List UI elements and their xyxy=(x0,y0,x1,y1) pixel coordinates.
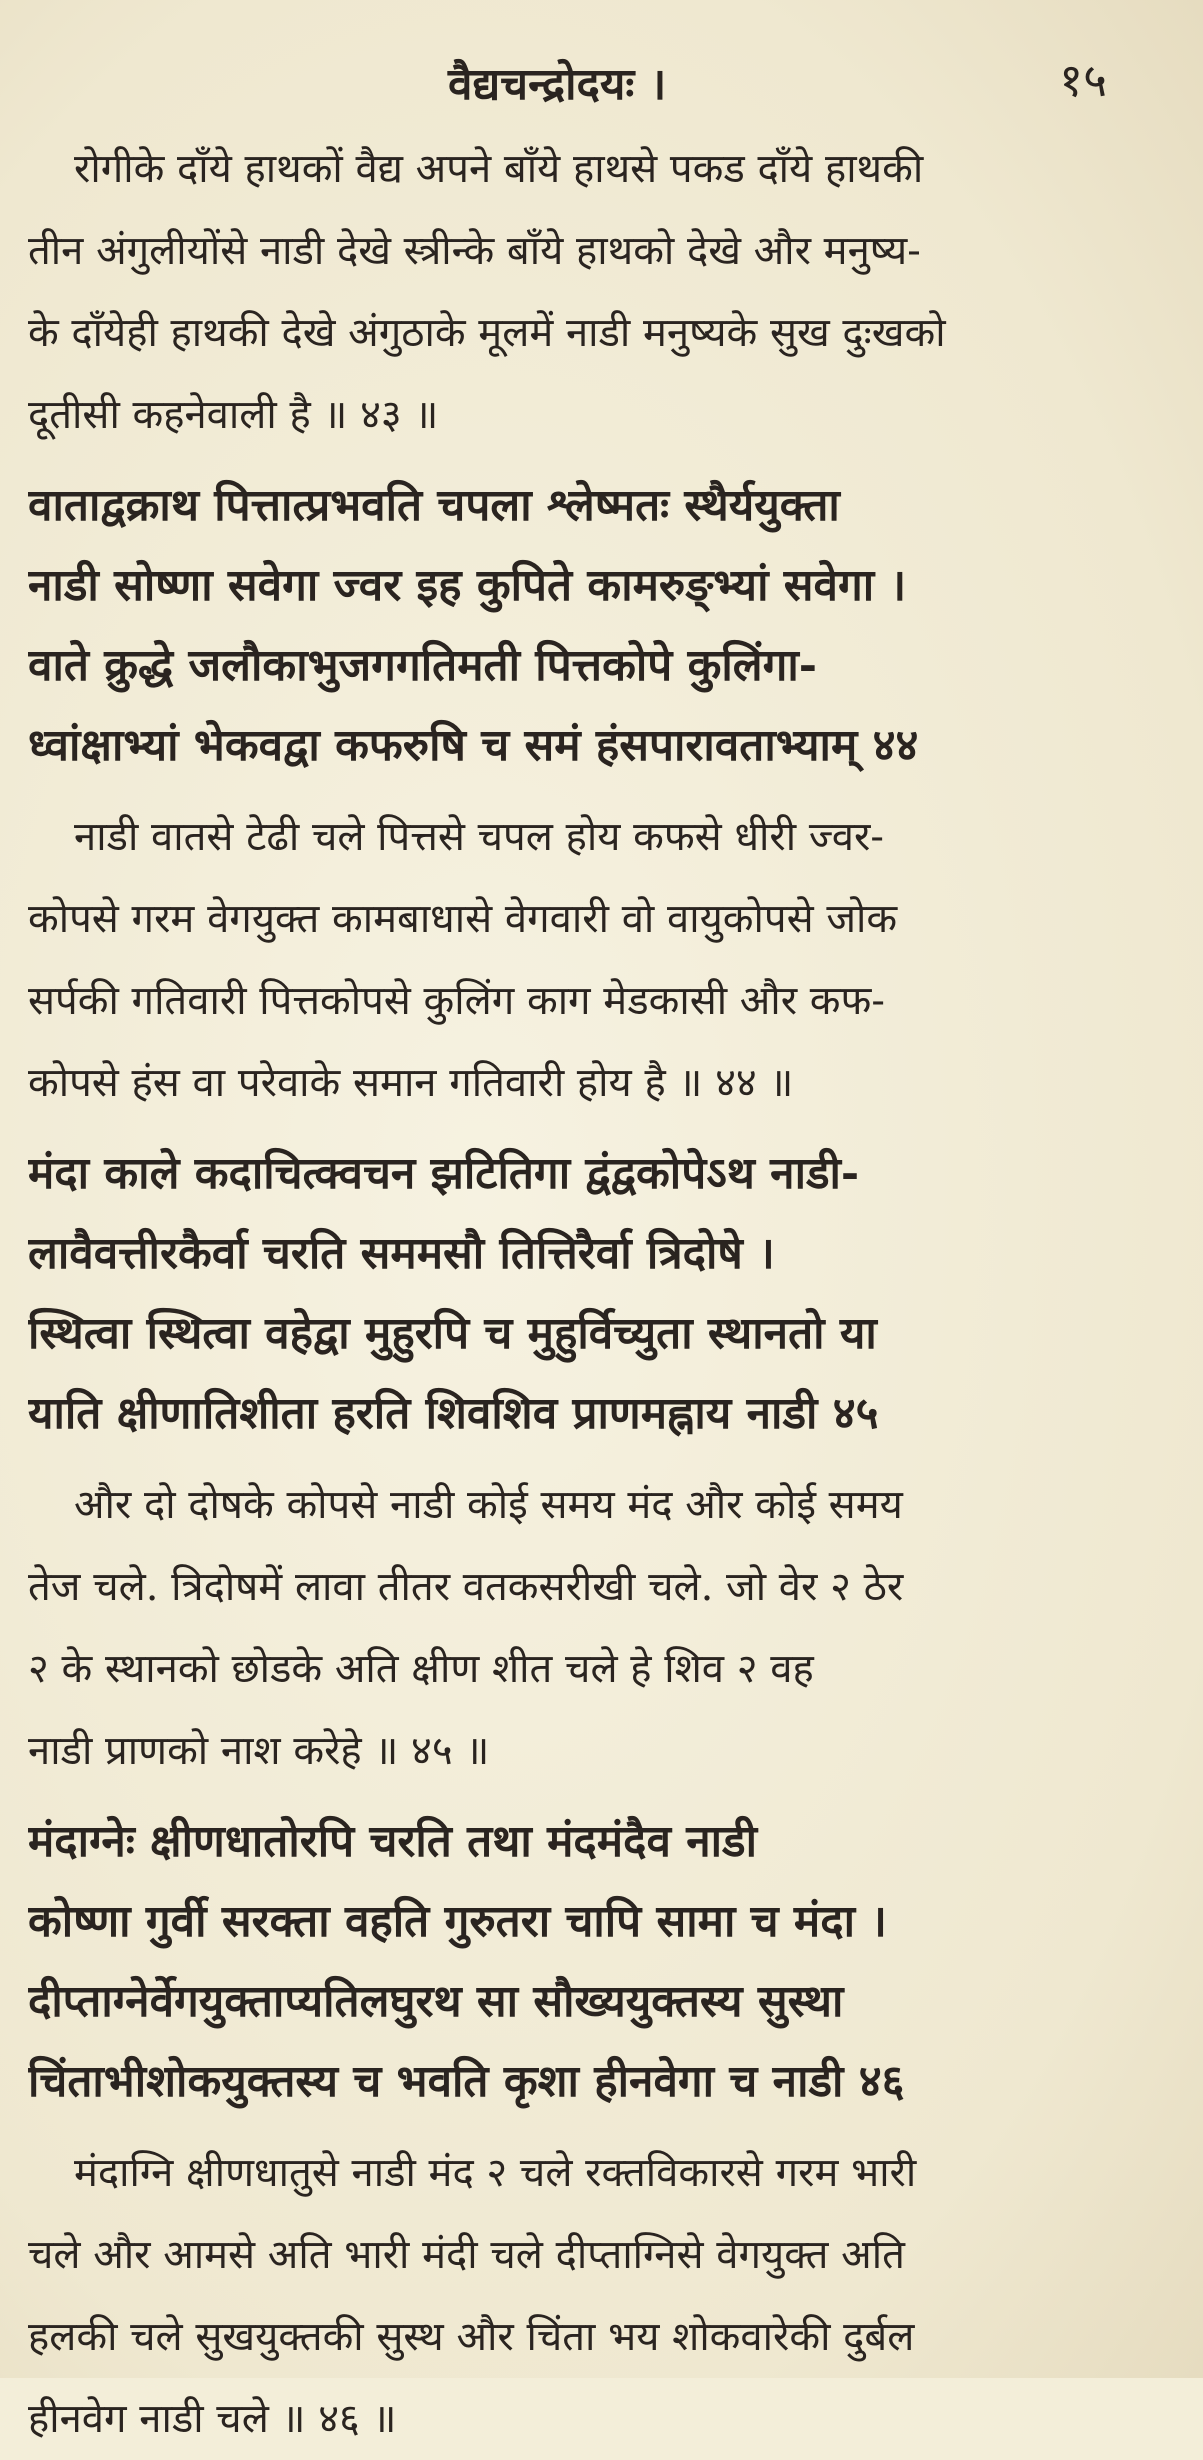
commentary-44 xyxy=(28,796,1143,1124)
commentary-43 xyxy=(28,128,1143,456)
text-line: तीन अंगुलीयोंसे नाडी देखे स्त्रीन्के बाँये हाथको देखे और मनुष्य- xyxy=(28,228,921,274)
text-line: और दो दोषके कोपसे नाडी कोई समय मंद और कोई समय xyxy=(74,1482,903,1528)
verse-line: मंदाग्नेः क्षीणधातोरपि चरति तथा मंदमंदैव नाडी xyxy=(28,1816,757,1867)
text-line: कोपसे गरम वेगयुक्त कामबाधासे वेगवारी वो वायुकोपसे जोक xyxy=(28,896,898,942)
text-line: दूतीसी कहनेवाली है ॥ ४३ ॥ xyxy=(28,392,439,438)
text-line: नाडी वातसे टेढी चले पित्तसे चपल होय कफसे धीरी ज्वर- xyxy=(74,814,884,860)
page-number: १५ xyxy=(1059,53,1107,107)
verse-line: वाते क्रुद्धे जलौकाभुजगगतिमती पित्तकोपे कुलिंगा- xyxy=(28,640,818,691)
text-line: तेज चले. त्रिदोषमें लावा तीतर वतकसरीखी चले. जो वेर २ ठेर xyxy=(28,1564,904,1610)
verse-line: लावैवत्तीरकैर्वा चरति सममसौ तित्तिरैर्वा त्रिदोषे । xyxy=(28,1228,775,1279)
text-line: नाडी प्राणको नाश करेहे ॥ ४५ ॥ xyxy=(28,1728,490,1774)
text-line: चले और आमसे अति भारी मंदी चले दीप्ताग्निसे वेगयुक्त अति xyxy=(28,2232,905,2278)
running-title: वैद्यचन्द्रोदयः । xyxy=(448,59,667,110)
verse-line: नाडी सोष्णा सवेगा ज्वर इह कुपिते कामरुङ्भ्यां सवेगा । xyxy=(28,560,907,611)
verse-line: दीप्ताग्नेर्वेगयुक्ताप्यतिलघुरथ सा सौख्ययुक्तस्य सुस्था xyxy=(28,1976,844,2027)
text-line: हीनवेग नाडी चले ॥ ४६ ॥ xyxy=(28,2396,397,2442)
text-line: २ के स्थानको छोडके अति क्षीण शीत चले हे शिव २ वह xyxy=(28,1646,814,1692)
text-line: सर्पकी गतिवारी पित्तकोपसे कुलिंग काग मेडकासी और कफ- xyxy=(28,978,885,1024)
text-line: के दाँयेही हाथकी देखे अंगुठाके मूलमें नाडी मनुष्यके सुख दुःखको xyxy=(28,310,946,356)
verse-line: ध्वांक्षाभ्यां भेकवद्वा कफरुषि च समं हंसपारावताभ्याम् ४४ xyxy=(28,720,919,771)
text-line: हलकी चले सुखयुक्तकी सुस्थ और चिंता भय शोकवारेकी दुर्बल xyxy=(28,2314,915,2360)
verse-line: मंदा काले कदाचित्क्वचन झटितिगा द्वंद्वकोपेऽथ नाडी- xyxy=(28,1148,860,1199)
verse-line: स्थित्वा स्थित्वा वहेद्वा मुहुरपि च मुहुर्विच्युता स्थानतो या xyxy=(28,1308,877,1359)
verse-line: वाताद्वक्राथ पित्तात्प्रभवति चपला श्लेष्मतः स्थैर्ययुक्ता xyxy=(28,480,840,531)
verse-44 xyxy=(28,466,1143,786)
text-line: रोगीके दाँये हाथकों वैद्य अपने बाँये हाथसे पकड दाँये हाथकी xyxy=(74,146,924,192)
commentary-45 xyxy=(28,1464,1143,1792)
verse-line: कोष्णा गुर्वी सरक्ता वहति गुरुतरा चापि सामा च मंदा । xyxy=(28,1896,887,1947)
verse-line: याति क्षीणातिशीता हरति शिवशिव प्राणमह्नाय नाडी ४५ xyxy=(28,1388,879,1439)
commentary-46 xyxy=(28,2132,1143,2460)
text-line: कोपसे हंस वा परेवाके समान गतिवारी होय है ॥ ४४ ॥ xyxy=(28,1060,794,1106)
text-line: मंदाग्नि क्षीणधातुसे नाडी मंद २ चले रक्तविकारसे गरम भारी xyxy=(74,2150,917,2196)
verse-line: चिंताभीशोकयुक्तस्य च भवति कृशा हीनवेगा च नाडी ४६ xyxy=(28,2056,905,2107)
page-header xyxy=(28,48,1143,128)
verse-46 xyxy=(28,1802,1143,2122)
verse-45 xyxy=(28,1134,1143,1454)
